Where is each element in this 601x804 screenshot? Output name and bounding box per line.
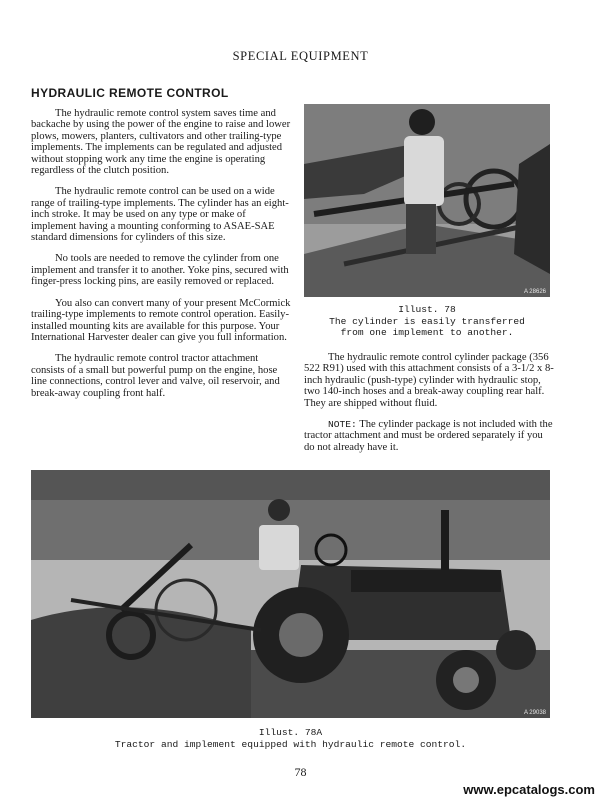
note-paragraph bbox=[304, 419, 554, 453]
watermark-link[interactable]: www.epcatalogs.com bbox=[463, 782, 595, 797]
caption-label: Illust. 78A bbox=[258, 727, 323, 738]
page-number: 78 bbox=[294, 765, 307, 779]
cylinder-photo-illustration bbox=[304, 104, 550, 297]
section-title: HYDRAULIC REMOTE CONTROL bbox=[31, 86, 229, 100]
tractor-photo-illustration bbox=[31, 470, 550, 718]
photo-number: A 29038 bbox=[523, 710, 546, 716]
cylinder-photo bbox=[304, 104, 550, 297]
caption-text: The cylinder is easily transferred bbox=[329, 315, 525, 327]
note-text: The cylinder package is not included with the tractor attachment and must be ordered separately if you do not already have it. bbox=[304, 419, 553, 453]
caption-label: Illust. 78 bbox=[398, 304, 456, 315]
body-paragraph: The hydraulic remote control cylinder package (356 522 R91) used with this attachment consists of a 3-1/2 x 8-inch hydraulic (push-type) cylinder with hydraulic stop, two 140-inch hoses and a break-away coupling rear half. They are shipped without fluid. bbox=[304, 352, 554, 409]
note-label: NOTE: bbox=[328, 419, 357, 431]
body-paragraph: The hydraulic remote control system saves time and backache by using the power of the engine to raise and lower plows, mowers, planters, cultivators and other trailing-type implements. The implements can be regulated and adjusted without stopping work any time the engine is operating regardless of the clutch position. bbox=[31, 108, 291, 177]
tractor-photo bbox=[31, 470, 550, 718]
caption-text: from one implement to another. bbox=[340, 327, 514, 338]
body-paragraph: You also can convert many of your present McCormick trailing-type implements to remote control operation. Easily-installed mounting kits are available for this purpose. Your International Harvester dealer can give you full information. bbox=[31, 297, 291, 343]
body-paragraph: No tools are needed to remove the cylinder from one implement and transfer it to another. Yoke pins, secured with finger-press locking pins, are easily removed or replaced. bbox=[31, 253, 289, 288]
figure-caption bbox=[31, 727, 550, 750]
right-column bbox=[304, 352, 554, 463]
left-column bbox=[31, 108, 293, 409]
page-header: SPECIAL EQUIPMENT bbox=[232, 49, 369, 63]
body-paragraph: The hydraulic remote control can be used on a wide range of trailing-type implements. The cylinder has an eight-inch stroke. It may be used on any type or make of implement having a mounting conforming to ASAE-SAE standard dimensions for cylinders of this size. bbox=[31, 186, 289, 244]
caption-text: Tractor and implement equipped with hydraulic remote control. bbox=[114, 738, 467, 750]
photo-number: A 28626 bbox=[523, 289, 546, 295]
figure-caption bbox=[304, 304, 550, 339]
body-paragraph: The hydraulic remote control tractor attachment consists of a small but powerful pump on the engine, hose line connections, control lever and valve, oil reservoir, and break-away coupling front half. bbox=[31, 353, 280, 399]
